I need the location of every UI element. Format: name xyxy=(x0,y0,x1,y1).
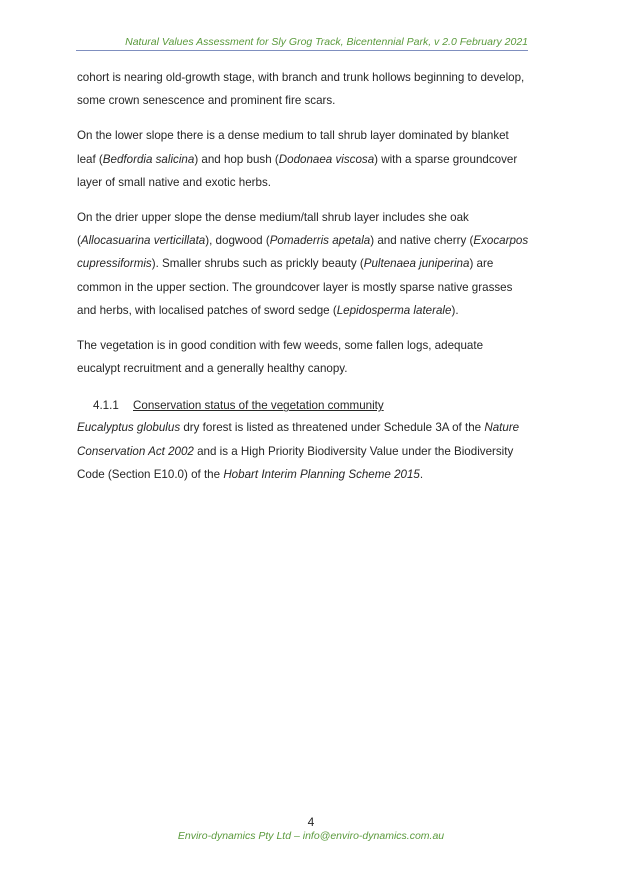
footer-contact: Enviro-dynamics Pty Ltd – info@enviro-dynamics.com.au xyxy=(177,830,445,842)
species-name: Bedfordia salicina xyxy=(102,152,195,166)
scheme-title: Hobart Interim Planning Scheme 2015 xyxy=(223,467,420,481)
page-number: 4 xyxy=(307,815,315,829)
section-number: 4.1.1 xyxy=(93,399,119,413)
text-run: ). Smaller shrubs such as prickly beauty ( xyxy=(151,257,364,271)
paragraph-canopy-cohort xyxy=(77,66,529,112)
text-run: ) with a sparse groundcover layer of small native and exotic herbs. xyxy=(77,152,518,189)
running-header: Natural Values Assessment for Sly Grog Track, Bicentennial Park, v 2.0 February 2021 xyxy=(125,36,528,48)
page-body xyxy=(77,66,529,498)
paragraph-lower-slope xyxy=(77,124,529,194)
species-name: Eucalyptus globulus xyxy=(77,421,181,435)
species-name: Allocasuarina verticillata xyxy=(80,234,206,248)
section-title: Conservation status of the vegetation community xyxy=(133,399,384,413)
species-name: Dodonaea viscosa xyxy=(278,152,375,166)
paragraph-text: cohort is nearing old-growth stage, with branch and trunk hollows beginning to develop, some crown senescence and prominent fire scars. xyxy=(77,71,525,108)
act-title: Nature Conservation Act 2002 xyxy=(77,421,520,458)
text-run: . xyxy=(419,467,424,481)
species-name: Pultenaea juniperina xyxy=(363,257,470,271)
paragraph-upper-slope xyxy=(77,206,529,322)
text-run: and is a High Priority Biodiversity Value under the Biodiversity Code (Section E10.0) of the xyxy=(77,444,514,481)
header-divider xyxy=(76,50,528,51)
text-run: ) and hop bush ( xyxy=(194,152,279,166)
species-name: Pomaderris apetala xyxy=(269,234,371,248)
text-run: On the lower slope there is a dense medium to tall shrub layer dominated by blanket leaf ( xyxy=(77,129,509,166)
text-run: ), dogwood ( xyxy=(205,234,270,248)
species-name: Exocarpos cupressiformis xyxy=(77,234,529,271)
species-name: Lepidosperma laterale xyxy=(336,303,452,317)
paragraph-conservation-status xyxy=(77,416,529,486)
text-run: ) and native cherry ( xyxy=(370,234,474,248)
text-run: ) are common in the upper section. The groundcover layer is mostly sparse native grasses and herbs, with localised patches of sword sedge ( xyxy=(77,257,513,317)
section-heading xyxy=(93,396,529,416)
text-run: dry forest is listed as threatened under Schedule 3A of the xyxy=(180,421,485,435)
text-run: ). xyxy=(451,303,459,317)
paragraph-text: The vegetation is in good condition with few weeds, some fallen logs, adequate eucalypt recruitment and a generally healthy canopy. xyxy=(77,339,484,376)
text-run: On the drier upper slope the dense medium/tall shrub layer includes she oak ( xyxy=(77,211,469,248)
paragraph-condition xyxy=(77,334,529,380)
